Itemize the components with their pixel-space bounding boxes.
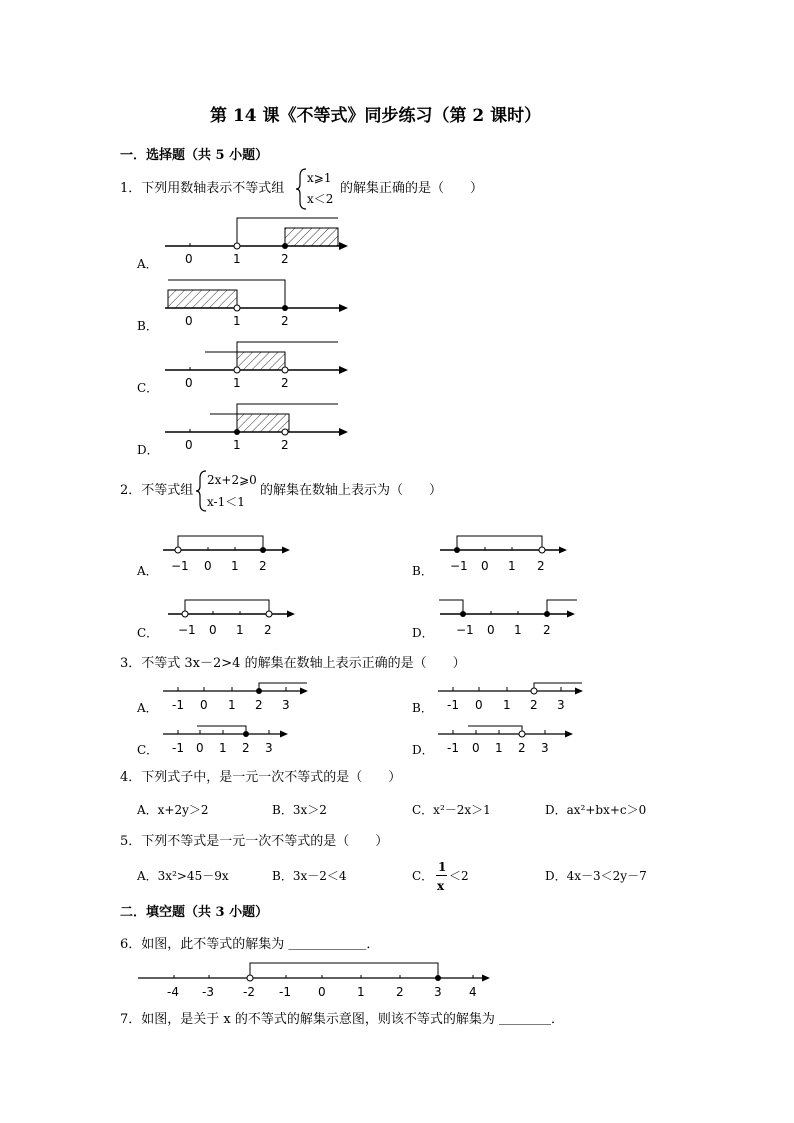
q3c-tick-3: 3 — [265, 741, 273, 755]
q5-option-c-rest: ＜2 — [449, 869, 469, 883]
q2-prefix: 不等式组 — [141, 483, 194, 498]
q3-stem: 3．不等式 3x－2>4 的解集在数轴上表示正确的是（ ） — [120, 656, 466, 671]
q3-option-a-numberline — [163, 680, 313, 715]
q2a-tick-m1: −1 — [171, 559, 189, 573]
q1c-tick-2: 2 — [281, 376, 289, 390]
q1c-tick-1: 1 — [233, 376, 241, 390]
q5-option-c-denominator: x — [437, 879, 445, 893]
q3-option-d-numberline — [438, 723, 588, 758]
q3b-tick-0: 0 — [475, 698, 483, 712]
q2-option-c-numberline — [165, 594, 300, 639]
q1-option-b-label: B． — [137, 319, 158, 333]
q2b-tick-m1: −1 — [450, 559, 468, 573]
q3c-tick-0: 0 — [196, 741, 204, 755]
q1-option-b-numberline — [160, 272, 350, 332]
q5-option-c-numerator: 1 — [438, 860, 447, 874]
q2d-tick-m1: −1 — [456, 623, 474, 637]
q1-prefix: 下列用数轴表示不等式组 — [141, 181, 285, 196]
q3a-tick-m1: -1 — [172, 698, 184, 712]
q2-option-a-numberline — [160, 530, 295, 575]
q2d-tick-2: 2 — [543, 623, 551, 637]
q3-option-b-label: B． — [412, 701, 433, 715]
q2c-tick-m1: −1 — [178, 623, 196, 637]
q2-stem — [120, 483, 193, 499]
q2c-tick-2: 2 — [264, 623, 272, 637]
q2b-tick-1: 1 — [508, 559, 516, 573]
q1-option-a-numberline — [160, 210, 350, 270]
q3d-tick-0: 0 — [472, 741, 480, 755]
q4-option-d: D．ax²+bx+c＞0 — [545, 803, 647, 817]
q3c-tick-1: 1 — [219, 741, 227, 755]
q3d-tick-1: 1 — [495, 741, 503, 755]
q2b-tick-0: 0 — [481, 559, 489, 573]
q6-tick-m4: -4 — [167, 985, 179, 999]
q2-option-b-numberline — [437, 530, 572, 575]
q5-option-b: B．3x－2＜4 — [272, 869, 347, 883]
q3d-tick-2: 2 — [518, 741, 526, 755]
q6-tick-2: 2 — [396, 985, 404, 999]
q1b-tick-0: 0 — [185, 314, 193, 328]
q1-option-c-label: C． — [137, 381, 159, 395]
q3c-tick-2: 2 — [242, 741, 250, 755]
q1-option-d-numberline — [160, 396, 350, 456]
q3b-tick-3: 3 — [557, 698, 565, 712]
q6-tick-0: 0 — [318, 985, 326, 999]
q6-numberline — [138, 958, 498, 1000]
q3a-tick-3: 3 — [282, 698, 290, 712]
q1-option-c-numberline — [160, 334, 350, 394]
q5-option-d: D．4x－3＜2y－7 — [545, 869, 647, 883]
section-fill-heading: 二．填空题（共 3 小题） — [120, 905, 269, 920]
q3-option-a-label: A． — [137, 701, 158, 715]
q1b-tick-1: 1 — [233, 314, 241, 328]
q3-option-b-numberline — [438, 680, 588, 715]
q2-system-line2: x-1＜1 — [207, 495, 245, 509]
q5-option-c-fraction-bar — [436, 875, 447, 876]
q2b-tick-2: 2 — [537, 559, 545, 573]
q1-system-line2: x＜2 — [307, 192, 334, 206]
q1-number: 1． — [120, 181, 142, 196]
q2-option-d-label: D． — [412, 626, 434, 640]
section-choice-heading: 一．选择题（共 5 小题） — [120, 148, 269, 163]
q3b-tick-m1: -1 — [447, 698, 459, 712]
q2a-tick-1: 1 — [231, 559, 239, 573]
q2-number: 2． — [120, 483, 142, 498]
q2c-tick-0: 0 — [209, 623, 217, 637]
q1b-tick-2: 2 — [281, 314, 289, 328]
q3c-tick-m1: -1 — [172, 741, 184, 755]
q1c-tick-0: 0 — [185, 376, 193, 390]
q2a-tick-2: 2 — [259, 559, 267, 573]
q1a-tick-1: 1 — [233, 252, 241, 266]
q4-option-b: B．3x＞2 — [272, 803, 327, 817]
q3a-tick-1: 1 — [228, 698, 236, 712]
q3-option-d-label: D． — [412, 743, 434, 757]
q2a-tick-0: 0 — [204, 559, 212, 573]
q5-option-a: A．3x²>45－9x — [137, 869, 229, 883]
q5-stem: 5．下列不等式是一元一次不等式的是（ ） — [120, 834, 389, 849]
q2-option-c-label: C． — [137, 626, 159, 640]
q6-tick-m3: -3 — [202, 985, 214, 999]
q1d-tick-1: 1 — [233, 438, 241, 452]
q6-tick-3: 3 — [434, 985, 442, 999]
q2-option-b-label: B． — [412, 564, 433, 578]
q2-system-line1: 2x+2⩾0 — [207, 473, 257, 487]
q1-option-a-label: A． — [137, 257, 158, 271]
q3d-tick-3: 3 — [541, 741, 549, 755]
q6-tick-4: 4 — [469, 985, 477, 999]
q2-option-d-numberline — [437, 594, 582, 639]
q1a-tick-2: 2 — [281, 252, 289, 266]
q1d-tick-2: 2 — [281, 438, 289, 452]
q7-stem: 7．如图，是关于 x 的不等式的解集示意图，则该不等式的解集为 ＿＿＿＿． — [120, 1012, 564, 1027]
q1d-tick-0: 0 — [185, 438, 193, 452]
q2d-tick-1: 1 — [514, 623, 522, 637]
q2c-tick-1: 1 — [236, 623, 244, 637]
q1-system-line1: x⩾1 — [307, 171, 332, 185]
q3-option-c-numberline — [163, 723, 313, 758]
q4-option-a: A．x+2y＞2 — [137, 803, 209, 817]
q3a-tick-0: 0 — [200, 698, 208, 712]
q1-option-d-label: D． — [137, 443, 159, 457]
q3b-tick-1: 1 — [503, 698, 511, 712]
q5-option-c-label: C． — [412, 869, 434, 883]
q3b-tick-2: 2 — [530, 698, 538, 712]
q3d-tick-m1: -1 — [447, 741, 459, 755]
q3-option-c-label: C． — [137, 743, 159, 757]
q1-suffix: 的解集正确的是（ ） — [340, 181, 484, 196]
q1a-tick-0: 0 — [185, 252, 193, 266]
q1-stem — [120, 181, 284, 197]
q6-stem: 6．如图，此不等式的解集为 ＿＿＿＿＿＿． — [120, 937, 380, 952]
q6-tick-m2: -2 — [243, 985, 255, 999]
q2d-tick-0: 0 — [487, 623, 495, 637]
q2-suffix: 的解集在数轴上表示为（ ） — [260, 483, 443, 498]
q6-tick-1: 1 — [357, 985, 365, 999]
page-title: 第 14 课《不等式》同步练习（第 2 课时） — [210, 106, 542, 126]
q4-stem: 4．下列式子中，是一元一次不等式的是（ ） — [120, 770, 402, 785]
q2-option-a-label: A． — [137, 564, 158, 578]
q4-option-c: C．x²－2x＞1 — [412, 803, 491, 817]
q6-tick-m1: -1 — [279, 985, 291, 999]
q3a-tick-2: 2 — [255, 698, 263, 712]
